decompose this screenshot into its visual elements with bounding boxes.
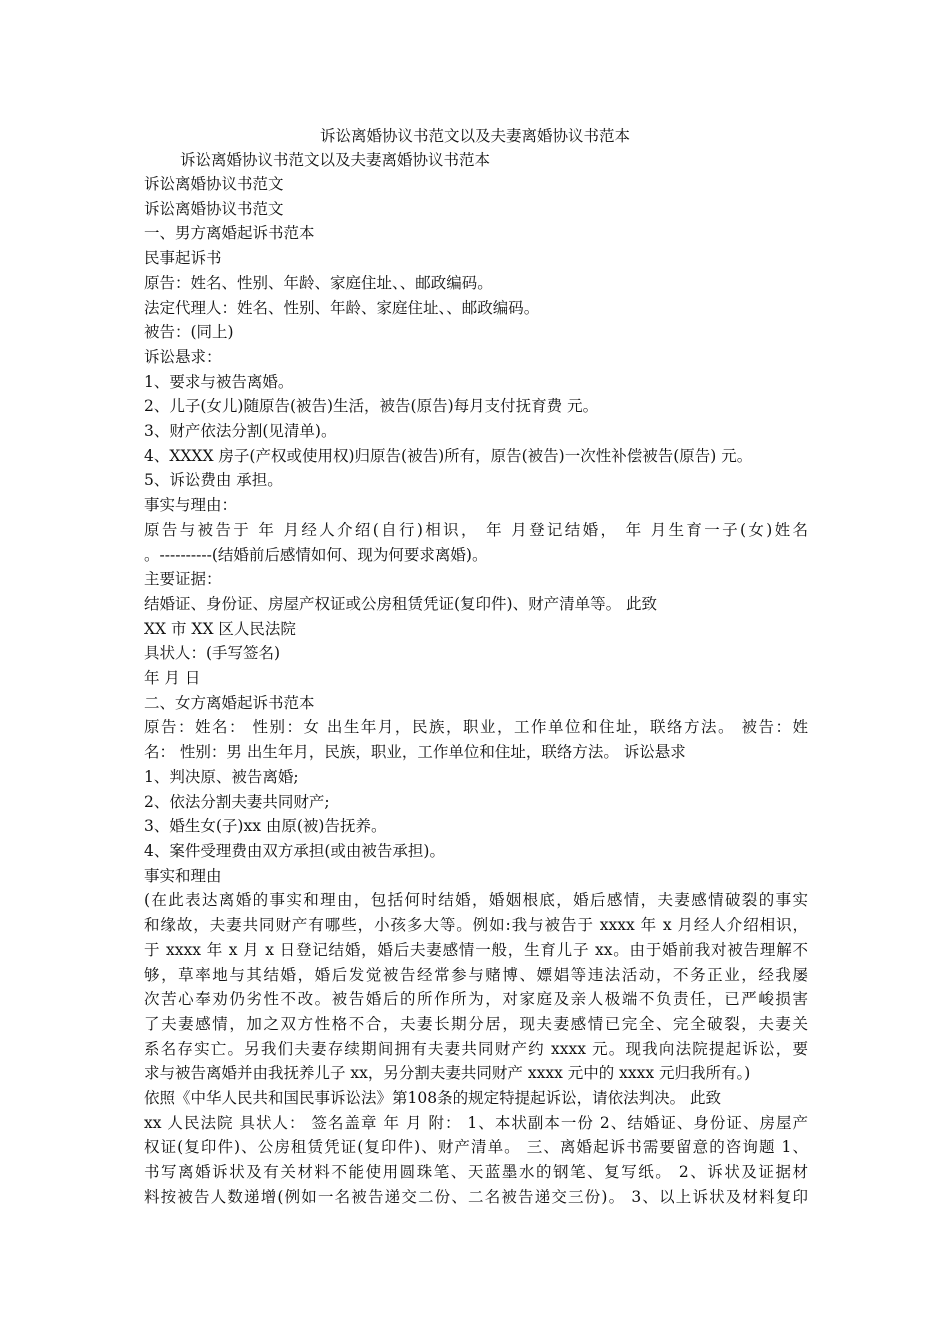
list-item: 1、要求与被告离婚。 xyxy=(144,372,294,391)
text-line: 依照《中华人民共和国民事诉讼法》第108条的规定特提起诉讼，请依法判决。 此致 xyxy=(144,1089,722,1108)
list-item: 1、判决原、被告离婚; xyxy=(144,767,299,786)
list-item: 4、XXXX 房子(产权或使用权)归原告(被告)所有，原告(被告)一次性补偿被告(原告) 元。 xyxy=(144,446,753,465)
text-line: 原告：姓名、性别、年龄、家庭住址、、邮政编码。 xyxy=(144,273,493,292)
text-line: 事实和理由 xyxy=(144,866,222,885)
text-line: 诉讼悬求： xyxy=(144,347,222,366)
text-line: 民事起诉书 xyxy=(144,249,222,268)
paragraph-line: 料按被告人数递增(例如一名被告递交二份、二名被告递交三份)。 3、以上诉状及材料复印 xyxy=(144,1187,808,1206)
text-line: 被告：(同上) xyxy=(144,323,234,342)
paragraph-line: 原告：姓名： 性别：女 出生年月，民族，职业，工作单位和住址，联络方法。 被告：姓 xyxy=(144,718,808,737)
document-body xyxy=(144,172,808,1210)
text-line: XX 市 XX 区人民法院 xyxy=(144,619,296,638)
paragraph-line: 于 xxxx 年 x 月 x 日登记结婚，婚后夫妻感情一般，生育儿子 xx。由于婚前我对被告理解不 xyxy=(144,940,808,959)
text-line: 主要证据： xyxy=(144,570,222,589)
list-item: 2、依法分割夫妻共同财产; xyxy=(144,792,330,811)
list-item: 3、婚生女(子)xx 由原(被)告抚养。 xyxy=(144,817,387,836)
paragraph-line: xx 人民法院 具状人： 签名盖章 年 月 附： 1、本状副本一份 2、结婚证、身份证、房屋产 xyxy=(144,1113,808,1132)
paragraph-line: 。----------(结婚前后感情如何、现为何要求离婚)。 xyxy=(144,545,488,564)
text-line: 诉讼离婚协议书范文 xyxy=(144,175,284,193)
text-line: 事实与理由： xyxy=(144,496,238,515)
text-line: 具状人：(手写签名) xyxy=(144,644,281,663)
section-heading: 一、男方离婚起诉书范本 xyxy=(144,224,315,243)
document-subtitle: 诉讼离婚协议书范文以及夫妻离婚协议书范本 xyxy=(180,151,491,169)
parties-paragraph xyxy=(144,715,808,764)
paragraph-line: 名： 性别：男 出生年月，民族，职业，工作单位和住址，联络方法。 诉讼悬求 xyxy=(144,743,686,762)
list-item: 5、诉讼费由 承担。 xyxy=(144,471,283,490)
paragraph-line: 了夫妻感情，加之双方性格不合，夫妻长期分居，现夫妻感情已完全、完全破裂，夫妻关 xyxy=(144,1014,808,1033)
list-item: 4、案件受理费由双方承担(或由被告承担)。 xyxy=(144,841,445,860)
text-line: 诉讼离婚协议书范文 xyxy=(144,199,284,218)
text-line: 法定代理人：姓名、性别、年龄、家庭住址、、邮政编码。 xyxy=(144,298,540,317)
paragraph-line: 和缘故，夫妻共同财产有哪些，小孩多大等。例如:我与被告于 xxxx 年 x 月经人介绍相识， xyxy=(144,916,808,935)
paragraph-line: 原告与被告于 年 月经人介绍(自行)相识， 年 月登记结婚， 年 月生育一子(女)姓名 xyxy=(144,520,808,539)
paragraph-line: 书写离婚诉状及有关材料不能使用圆珠笔、天蓝墨水的钢笔、复写纸。 2、诉状及证据材 xyxy=(144,1163,808,1182)
paragraph-line: 系名存实亡。另我们夫妻存续期间拥有夫妻共同财产约 xxxx 元。现我向法院提起诉讼，要 xyxy=(144,1039,808,1058)
paragraph-line: 次苦心奉劝仍劣性不改。被告婚后的所作所为，对家庭及亲人极端不负责任，已严峻损害 xyxy=(144,990,808,1009)
paragraph-line: 权证(复印件)、公房租赁凭证(复印件)、财产清单。 三、离婚起诉书需要留意的咨询题 1、 xyxy=(144,1138,808,1157)
facts-paragraph xyxy=(144,518,808,567)
reason-paragraph xyxy=(144,888,808,1086)
list-item: 3、财产依法分割(见清单)。 xyxy=(144,422,337,441)
paragraph-line: 够，草率地与其结婚，婚后发觉被告经常参与赌博、嫖娼等违法活动，不务正业，经我屡 xyxy=(144,965,808,984)
text-line: 结婚证、身份证、房屋产权证或公房租赁凭证(复印件)、财产清单等。 此致 xyxy=(144,594,658,613)
list-item: 2、儿子(女儿)随原告(被告)生活，被告(原告)每月支付抚育费 元。 xyxy=(144,397,599,416)
section-heading: 二、女方离婚起诉书范本 xyxy=(144,693,315,712)
paragraph-line: 求与被告离婚并由我抚养儿子 xx，另分割夫妻共同财产 xxxx 元中的 xxxx 元归我所有。) xyxy=(144,1064,751,1083)
text-line: 年 月 日 xyxy=(144,669,201,688)
closing-paragraph xyxy=(144,1111,808,1210)
paragraph-line: (在此表达离婚的事实和理由，包括何时结婚，婚姻根底，婚后感情，夫妻感情破裂的事实 xyxy=(144,891,808,910)
document-title: 诉讼离婚协议书范文以及夫妻离婚协议书范本 xyxy=(319,127,630,145)
